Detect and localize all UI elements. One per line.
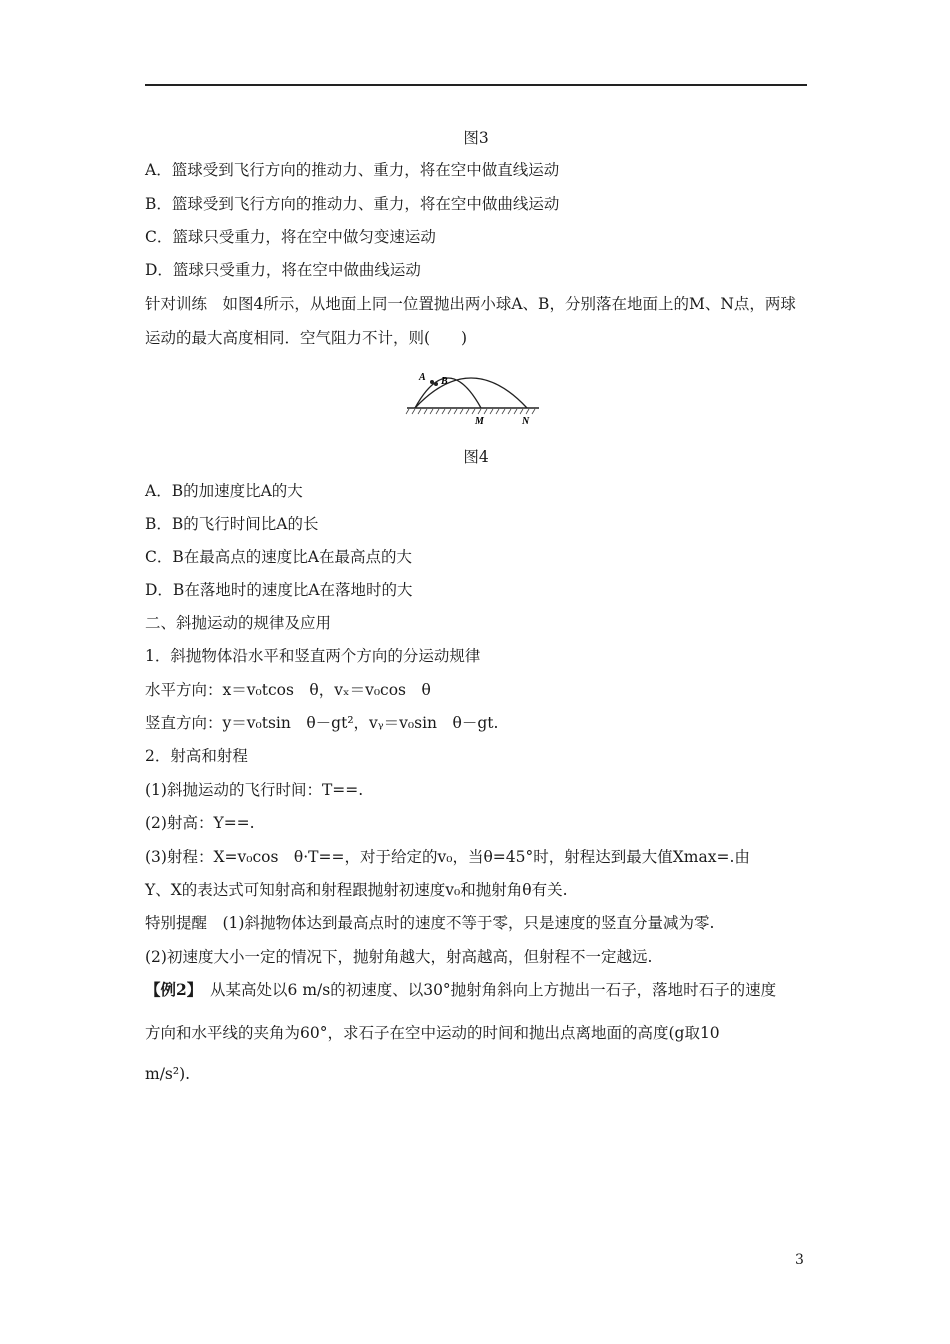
figure-3-caption: 图3 [463, 129, 489, 147]
max-height-formula: (2)射高：Y==. [145, 814, 255, 832]
item-1-heading: 1．斜抛物体沿水平和竖直两个方向的分运动规律 [145, 647, 481, 665]
ground-hatching [406, 409, 535, 414]
q1-option-c: C．篮球只受重力，将在空中做匀变速运动 [145, 228, 436, 246]
q1-option-d: D．篮球只受重力，将在空中做曲线运动 [145, 261, 421, 279]
example-text-line1: 从某高处以6 m/s的初速度、以30°抛射角斜向上方抛出一石子，落地时石子的速度 [194, 981, 777, 999]
figure-4-caption: 图4 [463, 448, 489, 466]
example-line2: 方向和水平线的夹角为60°，求石子在空中运动的时间和抛出点离地面的高度(g取10 [145, 1024, 720, 1042]
q2-option-c: C．B在最高点的速度比A在最高点的大 [145, 548, 412, 566]
label-a: A [419, 372, 426, 383]
q2-option-b: B．B的飞行时间比A的长 [145, 515, 319, 533]
ball-b [434, 382, 438, 386]
label-b: B [441, 376, 448, 387]
training-question-line2: 运动的最大高度相同．空气阻力不计，则( ) [145, 329, 468, 347]
flight-time-formula: (1)斜抛运动的飞行时间：T==. [145, 781, 364, 799]
q1-option-a: A．篮球受到飞行方向的推动力、重力，将在空中做直线运动 [145, 161, 560, 179]
page-number: 3 [795, 1252, 804, 1268]
q2-option-d: D．B在落地时的速度比A在落地时的大 [145, 581, 413, 599]
range-formula-line2: Y、X的表达式可知射高和射程跟抛射初速度v₀和抛射角θ有关. [145, 881, 568, 899]
example-line3: m/s²). [145, 1065, 191, 1083]
q1-option-b: B．篮球受到飞行方向的推动力、重力，将在空中做曲线运动 [145, 195, 560, 213]
ball-a [430, 380, 434, 384]
training-question-line1: 针对训练 如图4所示，从地面上同一位置抛出两小球A、B，分别落在地面上的M、N点，两球 [145, 295, 796, 313]
range-formula-line1: (3)射程：X=v₀cos θ·T==，对于给定的v₀，当θ=45°时，射程达到最大值Xmax=.由 [145, 848, 750, 866]
q2-option-a: A．B的加速度比A的大 [145, 482, 303, 500]
section-title: 二、斜抛运动的规律及应用 [145, 614, 332, 632]
reminder-line2: (2)初速度大小一定的情况下，抛射角越大，射高越高，但射程不一定越远. [145, 948, 653, 966]
example-line1 [145, 980, 776, 1000]
example-tag: 【例2】 [145, 980, 195, 999]
label-m: M [475, 416, 484, 427]
reminder-line1: 特别提醒 (1)斜抛物体达到最高点时的速度不等于零，只是速度的竖直分量减为零. [145, 914, 715, 932]
horizontal-formula: 水平方向：x＝v₀tcos θ，vₓ＝v₀cos θ [145, 681, 431, 699]
item-2-heading: 2．射高和射程 [145, 747, 248, 765]
header-rule [145, 84, 807, 86]
label-n: N [522, 416, 530, 427]
vertical-formula: 竖直方向：y＝v₀tsin θ－gt²，vᵧ＝v₀sin θ－gt. [145, 714, 499, 732]
figure-4-trajectories [405, 362, 541, 428]
